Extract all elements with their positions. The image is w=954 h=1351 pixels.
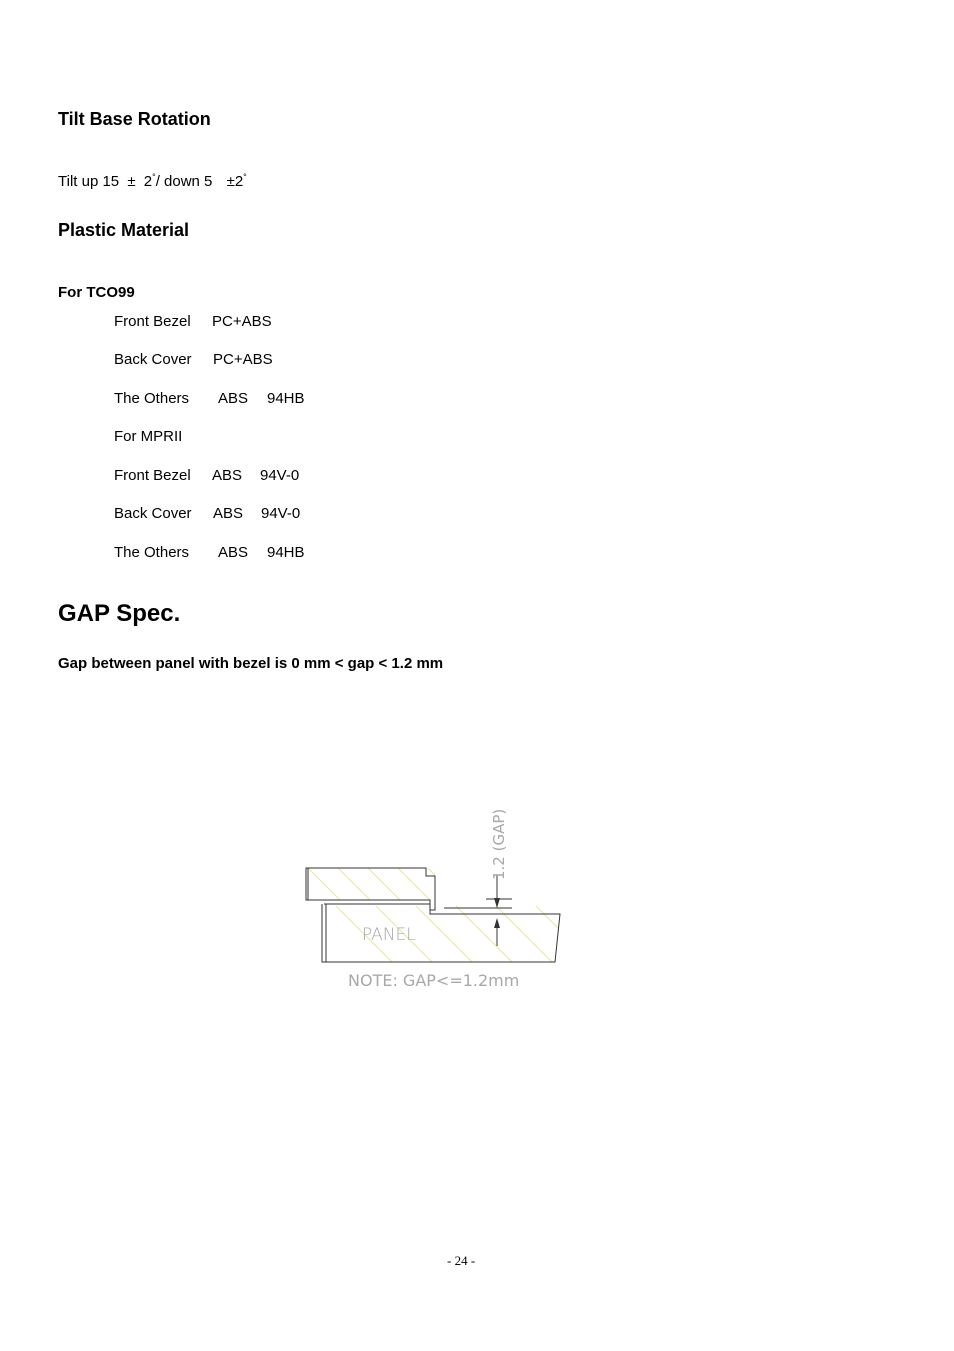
plastic-heading: Plastic Material [58,220,190,240]
material-grade: 94HB [267,544,305,561]
material-row [114,390,305,407]
tilt-spec-prefix: Tilt up 15 [58,173,120,190]
tilt-spec [58,173,247,190]
material-name: PC+ABS [213,351,273,368]
mprii-label: For MPRII [114,428,183,445]
material-name: PC+ABS [212,313,272,330]
tilt-spec-val2: 2 [234,173,244,190]
tilt-spec-pm1: ± [127,173,136,190]
tilt-heading: Tilt Base Rotation [58,109,211,129]
gap-description: Gap between panel with bezel is 0 mm < gap < 1.2 mm [58,655,444,672]
gap-drawing [290,780,580,1000]
material-part: Back Cover [114,351,192,368]
gap-heading: GAP Spec. [58,600,181,627]
material-row [114,544,305,561]
drawing-note: NOTE: GAP<=1.2mm [348,971,520,990]
material-row [114,467,299,484]
bezel-hatch [290,850,480,920]
panel-outline [322,904,560,962]
page-number: - 24 - [447,1253,476,1268]
material-part: Front Bezel [114,467,191,484]
dimension-label: 1.2 (GAP) [490,808,508,880]
degree-symbol-2: ° [243,172,247,182]
material-name: ABS [218,390,249,407]
material-row [114,505,300,522]
material-part: Front Bezel [114,313,191,330]
tilt-spec-mid: / down 5 [155,173,213,190]
material-grade: 94V-0 [261,505,301,522]
material-part: The Others [114,544,190,561]
material-part: Back Cover [114,505,192,522]
material-name: ABS [213,505,244,522]
material-row [114,313,272,330]
panel-label: PANEL [362,925,416,945]
material-grade: 94HB [267,390,305,407]
tco-label: For TCO99 [58,284,135,301]
material-row [114,428,182,445]
degree-symbol-1: ° [152,172,156,182]
material-row [114,351,273,368]
tilt-spec-val1: 2 [143,173,153,190]
material-name: ABS [212,467,243,484]
material-name: ABS [218,544,249,561]
arrow-down-icon [494,898,500,908]
arrow-up-icon [494,918,500,928]
material-part: The Others [114,390,190,407]
material-grade: 94V-0 [260,467,300,484]
tilt-spec-pm2: ± [226,173,235,190]
